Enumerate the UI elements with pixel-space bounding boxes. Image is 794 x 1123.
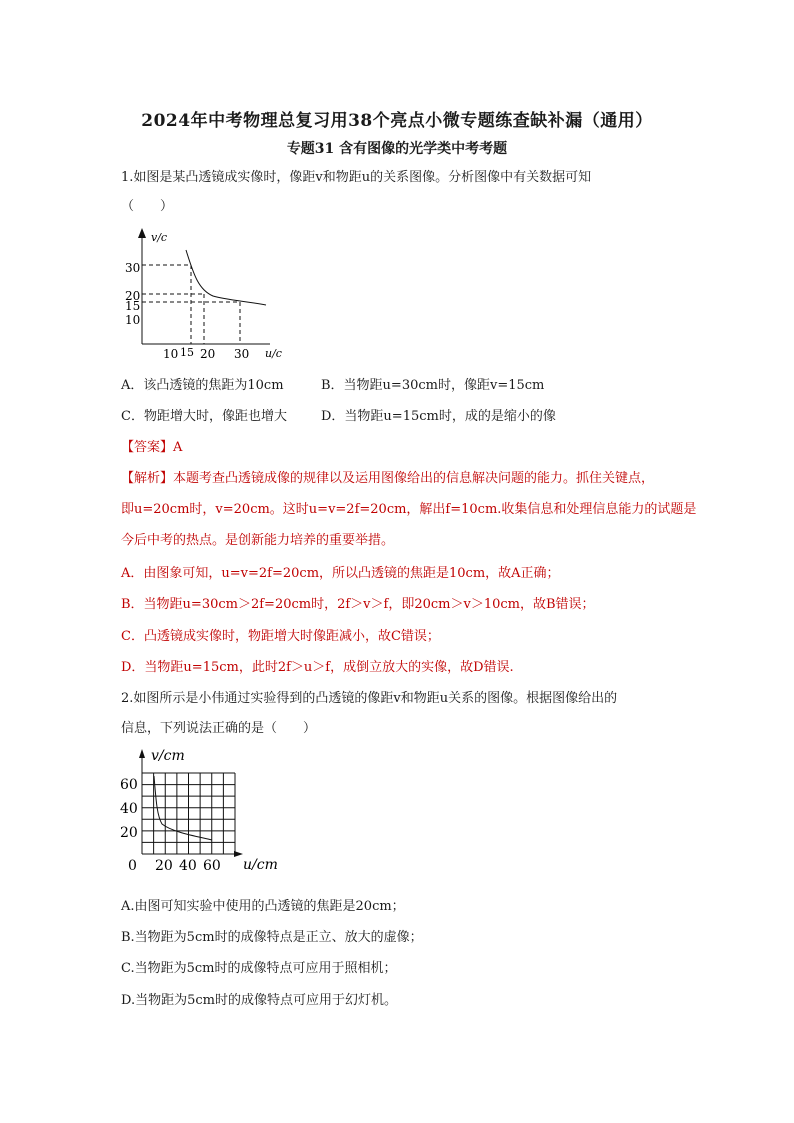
q1-ytick-20: 20 bbox=[125, 289, 141, 303]
q2-origin: 0 bbox=[128, 858, 137, 874]
q2-ytick-20: 20 bbox=[120, 825, 138, 841]
answer-tag: 【答案】 bbox=[121, 440, 174, 455]
q1-analysis-line2: 即u=20cm时，v=20cm。这时u=v=2f=20cm，解出f=10cm.收集信息和处理信息能力的试题是 bbox=[121, 502, 697, 517]
q2-grid bbox=[142, 773, 235, 854]
q2-option-a: A.由图可知实验中使用的凸透镜的焦距是20cm； bbox=[121, 899, 405, 914]
q1-answer bbox=[121, 436, 182, 455]
q1-explain-c: C．凸透镜成实像时，物距增大时像距减小，故C错误； bbox=[121, 629, 440, 644]
q1-ytick-15: 15 bbox=[125, 299, 141, 313]
q1-ylabel: v/c bbox=[151, 231, 168, 244]
q1-explain-d: D．当物距u=15cm，此时2f＞u＞f，成倒立放大的实像，故D错误. bbox=[121, 660, 514, 675]
answer-value: A bbox=[173, 440, 183, 455]
q1-ytick-30: 30 bbox=[125, 261, 141, 275]
q1-xlabel: u/c bbox=[265, 347, 282, 360]
q2-stem-line2: 信息，下列说法正确的是（ ） bbox=[121, 721, 317, 736]
document-title: 2024年中考物理总复习用38个亮点小微专题练查缺补漏（通用） bbox=[141, 111, 653, 131]
q2-ytick-40: 40 bbox=[120, 801, 138, 817]
q1-analysis-line1 bbox=[121, 467, 654, 486]
q2-xtick-40: 40 bbox=[179, 858, 197, 874]
q2-xlabel: u/cm bbox=[243, 857, 278, 873]
q1-explain-a: A．由图象可知，u=v=2f=20cm，所以凸透镜的焦距是10cm，故A正确； bbox=[121, 566, 560, 581]
q1-option-c: C．物距增大时，像距也增大 bbox=[121, 409, 287, 424]
q2-ylabel: v/cm bbox=[151, 748, 185, 764]
q1-xtick-10: 10 bbox=[163, 347, 179, 361]
q2-y-arrow bbox=[139, 749, 145, 758]
q1-xtick-20: 20 bbox=[200, 347, 216, 361]
q2-option-b: B.当物距为5cm时的成像特点是正立、放大的虚像； bbox=[121, 930, 423, 945]
q2-option-c: C.当物距为5cm时的成像特点可应用于照相机； bbox=[121, 961, 397, 976]
q1-stem-line1: 1.如图是某凸透镜成实像时，像距v和物距u的关系图像。分析图像中有关数据可知 bbox=[121, 170, 592, 185]
q1-option-b: B．当物距u=30cm时，像距v=15cm bbox=[321, 378, 545, 393]
q1-option-d: D．当物距u=15cm时，成的是缩小的像 bbox=[321, 409, 556, 424]
q2-xtick-60: 60 bbox=[203, 858, 221, 874]
analysis-tag: 【解析】 bbox=[121, 471, 174, 486]
q1-xtick-30: 30 bbox=[234, 347, 250, 361]
q1-analysis-line3: 今后中考的热点。是创新能力培养的重要举措。 bbox=[121, 533, 395, 548]
q2-xtick-20: 20 bbox=[155, 858, 173, 874]
q1-xtick-15: 15 bbox=[180, 346, 194, 359]
q2-option-d: D.当物距为5cm时的成像特点可应用于幻灯机。 bbox=[121, 993, 397, 1008]
q1-curve bbox=[186, 250, 266, 305]
q2-x-arrow bbox=[234, 851, 243, 857]
q1-stem-line2: （ ） bbox=[121, 199, 174, 214]
document-subtitle: 专题31 含有图像的光学类中考考题 bbox=[286, 141, 508, 157]
q1-y-arrow bbox=[138, 228, 146, 238]
q2-curve bbox=[154, 776, 212, 840]
q1-explain-b: B．当物距u=30cm＞2f=20cm时，2f＞v＞f，即20cm＞v＞10cm，故B错误； bbox=[121, 597, 595, 612]
q2-ytick-60: 60 bbox=[120, 777, 138, 793]
analysis-text-1: 本题考查凸透镜成像的规律以及运用图像给出的信息解决问题的能力。抓住关键点， bbox=[173, 471, 655, 486]
q2-figure bbox=[120, 748, 278, 874]
q1-option-a: A．该凸透镜的焦距为10cm bbox=[121, 378, 284, 393]
q1-ytick-10: 10 bbox=[125, 313, 141, 327]
q2-stem-line1: 2.如图所示是小伟通过实验得到的凸透镜的像距v和物距u关系的图像。根据图像给出的 bbox=[121, 691, 618, 706]
